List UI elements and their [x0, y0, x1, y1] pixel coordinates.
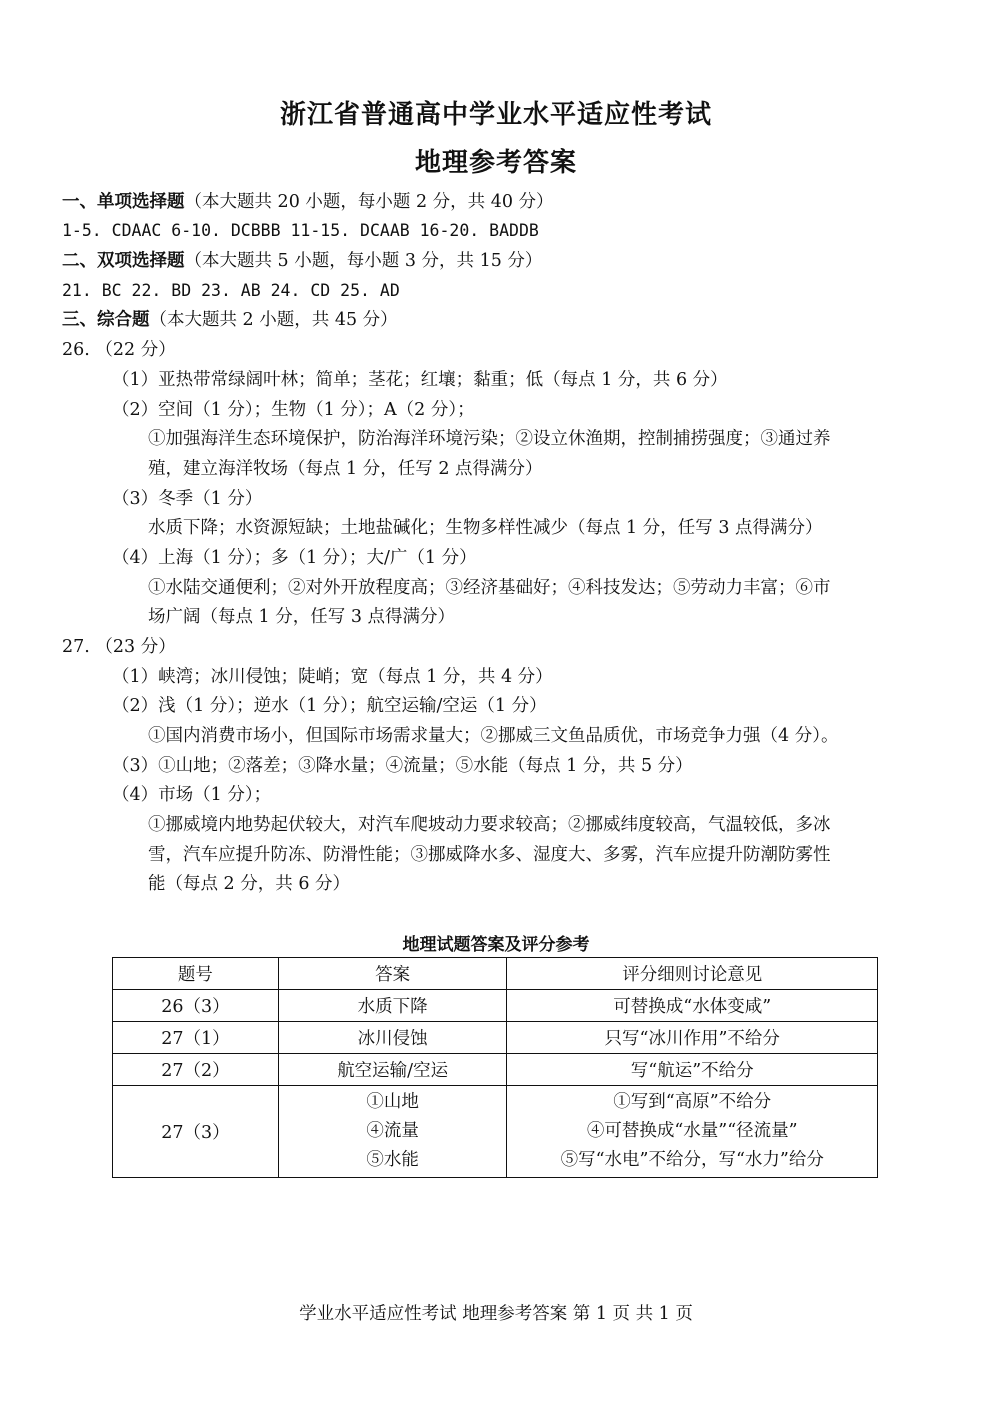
table-cell-answer: 航空运输/空运: [278, 1054, 507, 1086]
q26-line: 殖，建立海洋牧场（每点 1 分，任写 2 点得满分）: [148, 459, 543, 479]
table-header-cell: 答案: [278, 958, 507, 990]
section-3-header: [62, 308, 398, 332]
q26-line: （3）冬季（1 分）: [112, 489, 263, 509]
table-cell-no: 27（1）: [113, 1022, 279, 1054]
answer-item: ⑤水能: [366, 1150, 419, 1170]
table-cell-note: [507, 1086, 878, 1178]
answer-item: ①山地: [366, 1092, 419, 1112]
q27-line: （4）市场（1 分）；: [112, 785, 272, 805]
table-row: [113, 1086, 878, 1178]
table-cell-no: 27（3）: [113, 1086, 279, 1178]
q26-header: 26. （22 分）: [62, 340, 176, 360]
table-cell-note: 写“航运”不给分: [507, 1054, 878, 1086]
section-2-answers: 21. BC 22. BD 23. AB 24. CD 25. AD: [62, 281, 400, 300]
note-item: ①写到“高原”不给分: [613, 1092, 772, 1112]
q26-line: ①水陆交通便利；②对外开放程度高；③经济基础好；④科技发达；⑤劳动力丰富；⑥市: [148, 578, 831, 598]
q27-header: 27. （23 分）: [62, 637, 176, 657]
table-row: [113, 990, 878, 1022]
note-item: ④可替换成“水量”“径流量”: [586, 1121, 798, 1141]
page-footer: 学业水平适应性考试 地理参考答案 第 1 页 共 1 页: [299, 1304, 693, 1324]
table-cell-answer: [278, 1086, 507, 1178]
table-header-cell: 评分细则讨论意见: [507, 958, 878, 990]
q27-line: 雪，汽车应提升防冻、防滑性能；③挪威降水多、湿度大、多雾，汽车应提升防潮防雾性: [148, 845, 831, 865]
table-cell-note: 只写“冰川作用”不给分: [507, 1022, 878, 1054]
q26-line: 水质下降；水资源短缺；土地盐碱化；生物多样性减少（每点 1 分，任写 3 点得满分）: [148, 518, 823, 538]
page-subtitle: 地理参考答案: [414, 148, 577, 178]
q27-line: 能（每点 2 分，共 6 分）: [148, 874, 351, 894]
q26-line: ①加强海洋生态环境保护，防治海洋环境污染；②设立休渔期，控制捕捞强度；③通过养: [148, 429, 831, 449]
section-3-heading: 三、综合题: [62, 310, 150, 330]
q26-line: （1）亚热带常绿阔叶林；简单；茎花；红壤；黏重；低（每点 1 分，共 6 分）: [112, 370, 728, 390]
page-title: 浙江省普通高中学业水平适应性考试: [279, 100, 712, 130]
section-1-header: [62, 190, 554, 214]
note-item: ⑤写“水电”不给分，写“水力”给分: [560, 1150, 824, 1170]
q27-line: （2）浅（1 分）；逆水（1 分）；航空运输/空运（1 分）: [112, 696, 547, 716]
q26-line: （2）空间（1 分）；生物（1 分）；A（2 分）；: [112, 400, 475, 420]
q26-line: 场广阔（每点 1 分，任写 3 点得满分）: [148, 607, 456, 627]
table-cell-answer: 冰川侵蚀: [278, 1022, 507, 1054]
table-row: [113, 1022, 878, 1054]
q27-line: （1）峡湾；冰川侵蚀；陡峭；宽（每点 1 分，共 4 分）: [112, 667, 553, 687]
q26-line: （4）上海（1 分）；多（1 分）；大/广（1 分）: [112, 548, 477, 568]
table-title: 地理试题答案及评分参考: [402, 935, 590, 955]
section-1-heading: 一、单项选择题: [62, 192, 185, 212]
table-cell-note: 可替换成“水体变咸”: [507, 990, 878, 1022]
section-2-note: （本大题共 5 小题，每小题 3 分，共 15 分）: [184, 251, 543, 271]
answer-item: ④流量: [366, 1121, 419, 1141]
table-cell-answer: 水质下降: [278, 990, 507, 1022]
scoring-table: [112, 957, 878, 1178]
q27-line: ①国内消费市场小，但国际市场需求量大；②挪威三文鱼品质优，市场竞争力强（4 分）。: [148, 726, 839, 746]
section-2-header: [62, 249, 542, 273]
section-1-answers: 1-5. CDAAC 6-10. DCBBB 11-15. DCAAB 16-20. BADDB: [62, 221, 539, 240]
table-header-cell: 题号: [113, 958, 279, 990]
table-header-row: [113, 958, 878, 990]
q27-line: ①挪威境内地势起伏较大，对汽车爬坡动力要求较高；②挪威纬度较高，气温较低，多冰: [148, 815, 831, 835]
q27-line: （3）①山地；②落差；③降水量；④流量；⑤水能（每点 1 分，共 5 分）: [112, 756, 693, 776]
section-1-note: （本大题共 20 小题，每小题 2 分，共 40 分）: [184, 192, 554, 212]
table-cell-no: 27（2）: [113, 1054, 279, 1086]
table-row: [113, 1054, 878, 1086]
section-3-note: （本大题共 2 小题，共 45 分）: [149, 310, 398, 330]
section-2-heading: 二、双项选择题: [62, 251, 185, 271]
table-cell-no: 26（3）: [113, 990, 279, 1022]
